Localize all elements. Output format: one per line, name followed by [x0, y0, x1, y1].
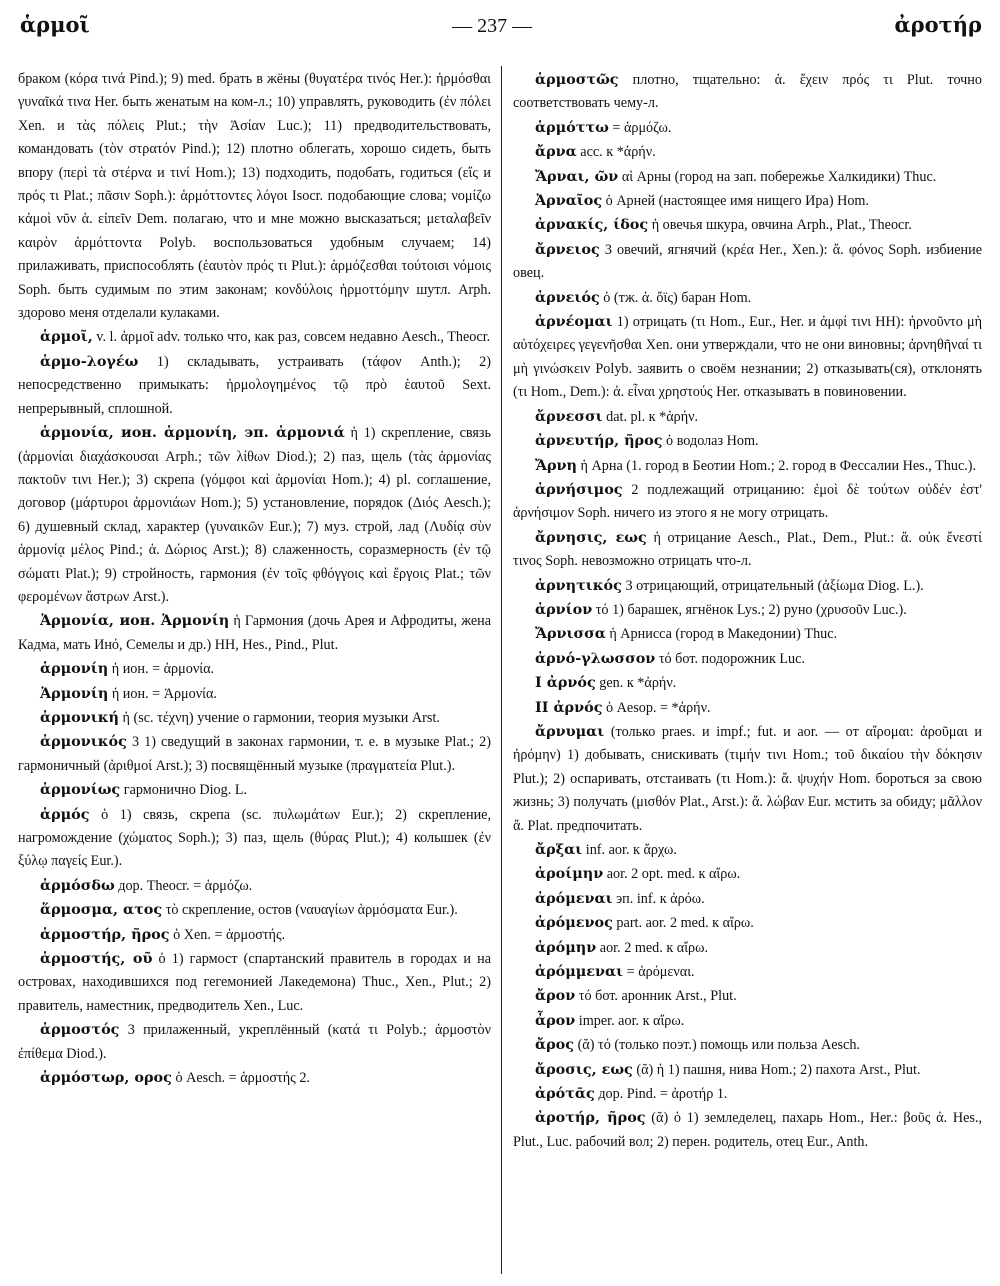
dictionary-entry [18, 682, 491, 706]
dictionary-entry [18, 947, 491, 1018]
entry-definition: браком (κόρα τινά Pind.); 9) med. брать в жёны (θυγατέρα τινός Her.): ἡρμόσθαι γυναῖκά τινα Her. быть женатым на ком-л.; 10) управлять, руководить (ἐν πόλει Xen. и τὰς πόλεις Plut.; τὴν Ἀσίαν Luc.); 11) предводительствовать, командовать (τὸν στρατόν Pind.); 12) плотно облегать, хорошо сидеть, быть впору (περὶ τὰ στέρνα и τινί Hom.); 13) подходить, подобать, годиться (εἴς и πρός τι Plat.; πᾶσιν Soph.): ἁρμόττοντες λόγοι Isocr. подобающие слова; νομίζω κἀμοὶ νῦν ἁ. εἰπεῖν Dem. полагаю, что и мне можно высказаться; μεταλαβεῖν καιρὸν ἁρμόττοντα Polyb. воспользоваться удобным случаем; 14) прилаживать, приспособлять (ἑαυτὸν πρός τι Plut.): ἁρμόζεσθαι τούτοισι νόμοις Soph. быть судимым по этим законам; κονδύλοις ἡρμοττόμην шутл. Arph. здорово меня отделали кулаками. [18, 71, 491, 322]
entry-definition: dat. pl. к *ἀρήν. [606, 408, 699, 425]
entry-definition: τό 1) барашек, ягнёнок Lys.; 2) руно (χρυσοῦν Luc.). [595, 601, 907, 618]
entry-headword: ἁρμο-λογέω [40, 352, 139, 370]
dictionary-entry [18, 706, 491, 730]
dictionary-entry [513, 671, 982, 695]
entry-headword: ἄρνα [535, 143, 577, 161]
dictionary-entry [18, 874, 491, 898]
dictionary-entry [513, 1082, 982, 1106]
dictionary-entry [513, 165, 982, 189]
entry-headword: Ἄρνη [535, 456, 577, 474]
entry-headword: ἁρμόστωρ, ορος [40, 1069, 172, 1087]
entry-headword: ἀρνευτήρ, ῆρος [535, 432, 663, 450]
entry-headword: ἀρόμενος [535, 914, 613, 932]
left-column [18, 68, 491, 1278]
dictionary-entry [18, 730, 491, 778]
entry-definition: τὸ скрепление, остов (ναυαγίων ἁρμόσματα Eur.). [165, 902, 458, 919]
dictionary-entry [18, 68, 491, 325]
entry-definition: 3 овечий, ягнячий (κρέα Her., Xen.): ἄ. φόνος Soph. избиение овец. [513, 241, 982, 282]
entry-headword: Ἁρμονίη [40, 684, 109, 702]
dictionary-entry [513, 478, 982, 526]
dictionary-entry [513, 286, 982, 310]
dictionary-entry [513, 429, 982, 453]
dictionary-entry [513, 862, 982, 886]
entry-definition: 3 1) сведущий в законах гармонии, т. е. в музыке Plat.; 2) гармоничный (ἀριθμοί Arst.); 3) посвящённый музыке (πραγματεία Plut.). [18, 734, 491, 774]
entry-definition: v. l. ἀρμοῖ adv. только что, как раз, совсем недавно Aesch., Theocr. [96, 329, 491, 346]
dictionary-entry [513, 238, 982, 286]
entry-headword: ἁρμοῖ, [40, 328, 93, 346]
dictionary-entry [513, 1009, 982, 1033]
dictionary-entry [18, 803, 491, 874]
dictionary-entry [513, 1106, 982, 1154]
entry-definition: ἡ ион. = ἁρμονία. [111, 661, 215, 678]
entry-definition: ἡ 1) скрепление, связь (ἁρμονίαι διαχάσκουσαι Arph.; τῶν λίθων Diod.); 2) паз, щель (τὰς ἁρμονίας πακτοῦν τινι Her.); 3) скрепа (γόμφοι καὶ ἁρμονίαι Hom.); 4) pl. соглашение, договор (μάρτυροι ἁρμονιάων Hom.); 5) установление, порядок (Διός Aesch.); 6) душевный склад, характер (γυναικῶν Eur.); 7) муз. строй, лад (Λυδίᾳ σὺν ἁρμονίᾳ μέλος Pind.; ἁ. Δώριος Arst.); 8) слаженность, соразмерность (ἐν τῷ σώματι Plat.); 9) стройность, гармония (ἐν τοῖς φθόγγοις καὶ ἔργοις Plat.; τῶν φερομένων ἄστρων Arst.). [18, 425, 491, 605]
entry-definition: гармонично Diog. L. [123, 782, 248, 799]
entry-headword: Ἄρνισσα [535, 625, 606, 643]
dictionary-entry [513, 598, 982, 622]
dictionary-entry [513, 140, 982, 164]
entry-definition: ἡ Арнисса (город в Македонии) Thuc. [609, 626, 838, 643]
page-header [20, 12, 982, 46]
entry-headword: ἁρμονίη [40, 660, 109, 678]
entry-headword: ἀρόμμεναι [535, 963, 624, 981]
entry-headword: ἄρον [535, 987, 576, 1005]
dictionary-entry [513, 68, 982, 116]
entry-headword: ἀρνήσιμος [535, 480, 623, 498]
entry-definition: ὁ Xen. = ἁρμοστής. [173, 926, 286, 943]
entry-definition: 3 отрицающий, отрицательный (ἀξίωμα Diog. L.). [625, 577, 924, 594]
entry-definition: αἱ Арны (город на зап. побережье Халкидики) Thuc. [621, 168, 937, 185]
dictionary-entry [18, 421, 491, 609]
dictionary-entry [18, 325, 491, 349]
entry-headword: ἀρνίον [535, 600, 593, 618]
dictionary-entry [513, 696, 982, 720]
dictionary-entry [513, 574, 982, 598]
dictionary-entry [513, 887, 982, 911]
entry-definition: (ᾰ) ἡ 1) пашня, нива Hom.; 2) пахота Arst., Plut. [636, 1061, 921, 1078]
entry-headword: ἁρμονίως [40, 781, 121, 799]
entry-definition: 2 подлежащий отрицанию: ἐμοὶ δὲ τούτων οὐδέν ἐστ' ἀρνήσιμον Soph. ничего из этого я не могу отрицать. [513, 481, 982, 522]
entry-headword: ἄρνυμαι [535, 722, 605, 740]
entry-definition: aor. 2 med. к αἴρω. [599, 939, 709, 956]
entry-headword: ἄρνειος [535, 240, 600, 258]
entry-headword: ἁρμονικός [40, 733, 127, 751]
entry-definition: ἡ овечья шкура, овчина Arph., Plat., Theocr. [651, 217, 912, 234]
dictionary-entry [513, 984, 982, 1008]
entry-headword: ἁρμονική [40, 708, 119, 726]
entry-definition: ὁ водолаз Hom. [666, 433, 759, 450]
dictionary-entry [18, 350, 491, 421]
header-left-word: ἁρμοῖ [20, 12, 90, 37]
entry-definition: 3 прилаженный, укреплённый (κατά τι Polyb.; ἁρμοστὸν ἐπίθεμα Diod.). [18, 1022, 491, 1062]
entry-definition: ὁ Aesop. = *ἀρήν. [606, 699, 711, 716]
dictionary-entry [513, 189, 982, 213]
entry-headword: ἁρμονία, ион. ἁρμονίη, эп. ἁρμονιά [40, 424, 345, 442]
entry-definition: ὁ 1) гармост (спартанский правитель в городах и на островах, находившихся под гегемонией Лакедемона) Thuc., Xen., Plut.; 2) правитель, наместник, предводитель Xen., Luc. [18, 951, 491, 1014]
entry-definition: ὁ (тж. ἀ. ὄϊς) баран Hom. [603, 289, 752, 306]
entry-headword: ἁρμόττω [535, 118, 609, 136]
entry-headword: ἁρμοστής, οῦ [40, 950, 153, 968]
page-number: — 237 — [452, 15, 533, 37]
entry-headword: I ἀρνός [535, 674, 596, 692]
entry-definition: imper. aor. к αἴρω. [578, 1012, 685, 1029]
entry-definition: = ἁρμόζω. [612, 119, 672, 136]
entry-definition: = ἀρόμεναι. [626, 964, 695, 981]
entry-definition: gen. к *ἀρήν. [599, 675, 677, 692]
header-right-word: ἀροτήρ [894, 12, 982, 37]
entry-headword: ἀροίμην [535, 865, 604, 883]
dictionary-entry [513, 936, 982, 960]
entry-definition: ὁ Арней (настоящее имя нищего Ира) Hom. [605, 193, 870, 210]
entry-definition: aor. 2 opt. med. к αἴρω. [606, 866, 741, 883]
entry-headword: ἄρνεσσι [535, 407, 603, 425]
dictionary-entry [513, 213, 982, 237]
dictionary-entry [18, 1066, 491, 1090]
dictionary-entry [513, 1058, 982, 1082]
entry-definition: 1) отрицать (τι Hom., Eur., Her. и ἀμφί τινι HH): ἠρνοῦντο μὴ αὐτόχειρες γεγενῆσθαι Xen. они утверждали, что не они виновны; ἀρνηθῆναί τι μὴ γινώσκειν Polyb. заявить о своём незнании; 2) отказывать(ся), отклонять (τι Hom., Dem.): ἀ. εἶναι χρηστούς Her. отказывать в повиновении. [513, 314, 982, 401]
dictionary-entry [18, 1018, 491, 1066]
entry-headword: ἀρόμην [535, 938, 597, 956]
dictionary-entry [513, 310, 982, 405]
entry-headword: ἄρνησις, εως [535, 528, 647, 546]
entry-definition: ὁ Aesch. = ἁρμοστής 2. [175, 1070, 310, 1087]
entry-definition: (ᾰ) ὁ 1) земледелец, пахарь Hom., Her.: βοῦς ἀ. Hes., Plut., Luc. рабочий вол; 2) перен. родитель, отец Eur., Anth. [513, 1110, 982, 1150]
entry-definition: ἡ Арна (1. город в Беотии Hom.; 2. город в Фессалии Hes., Thuc.). [580, 457, 977, 474]
dictionary-entry [513, 622, 982, 646]
entry-headword: ἄρξαι [535, 841, 583, 858]
entry-definition: ἡ отрицание Aesch., Plat., Dem., Plut.: ἄ. οὐκ ἔνεστί τινος Soph. невозможно отрицать что-л. [513, 529, 982, 570]
dictionary-entry [18, 778, 491, 802]
entry-headword: Ἄρναι, ῶν [535, 167, 619, 185]
dictionary-entry [513, 838, 982, 862]
entry-headword: II ἀρνός [535, 698, 603, 716]
entry-headword: ἁρμοστῶς [535, 71, 619, 88]
entry-definition: part. aor. 2 med. к αἴρω. [616, 915, 754, 932]
dictionary-entry [513, 116, 982, 140]
entry-headword: ἀρνέομαι [535, 313, 613, 331]
entry-definition: (ᾰ) τό (только поэт.) помощь или польза Aesch. [577, 1037, 860, 1054]
entry-definition: ἡ Гармония (дочь Арея и Афродиты, жена Кадма, мать Инό, Семелы и др.) HH, Hes., Pind., Plut. [18, 613, 491, 653]
dictionary-entry [513, 454, 982, 478]
entry-definition: эп. inf. к ἀρόω. [616, 890, 705, 907]
entry-headword: ἀρνητικός [535, 576, 622, 594]
entry-definition: ἡ (sc. τέχνη) учение о гармонии, теория музыки Arst. [122, 709, 440, 726]
entry-definition: дор. Pind. = ἀροτήρ 1. [598, 1086, 728, 1103]
dictionary-entry [513, 647, 982, 671]
entry-definition: (только praes. и impf.; fut. и aor. — от αἴρομαι: ἀροῦμαι и ἠρόμην) 1) добывать, снискивать (τιμήν τινι Hom.; τοῦ δικαίου τὴν δόκησιν Plut.); 2) оспаривать, отстаивать (τι Hom.): ἄ. ψυχήν Hom. бороться за свою жизнь; 3) получать (μισθόν Plat., Arst.): ἄ. λώβαν Eur. мстить за обиду; μᾶλλον ἄ. Plat. предпочитать. [513, 723, 982, 834]
entry-headword: ἁρμός [40, 805, 90, 823]
dictionary-entry [18, 609, 491, 657]
entry-headword: ἀρνακίς, ίδος [535, 216, 649, 234]
dictionary-entry [513, 405, 982, 429]
right-column [513, 68, 982, 1278]
entry-headword: ἅρμοσμα, ατος [40, 901, 163, 919]
entry-headword: ἆρον [535, 1011, 576, 1029]
entry-definition: дор. Theocr. = ἁρμόζω. [118, 877, 253, 894]
entry-definition: acc. к *ἀρήν. [580, 144, 656, 161]
entry-headword: Ἀρναῖος [535, 192, 603, 210]
entry-definition: inf. aor. к ἄρχω. [585, 842, 677, 858]
entry-definition: ὁ 1) связь, скрепа (sc. πυλωμάτων Eur.); 2) скрепление, нагромождение (χώματος Soph.); 3) паз, щель (θύρας Plut.); 4) колышек (ἐν ξύλῳ παγείς Eur.). [18, 806, 491, 870]
entry-headword: ἁρμόσδω [40, 876, 115, 894]
entry-definition: τό бот. подорожник Luc. [658, 650, 805, 667]
entry-definition: плотно, тщательно: ἁ. ἔχειν πρός τι Plut. точно соответствовать чему-л. [513, 72, 982, 112]
entry-headword: ἀρνειός [535, 288, 600, 306]
entry-definition: 1) складывать, устраивать (τάφον Anth.); 2) непосредственно примыкать: ἡρμολογημένος τῷ πρὸ ἑαυτοῦ Sext. непрерывный, сплошной. [18, 353, 491, 417]
entry-headword: ἀρότᾱς [535, 1085, 595, 1103]
column-divider [501, 66, 502, 1274]
entry-headword: ἀρνό-γλωσσον [535, 649, 656, 667]
entry-headword: ἁρμοστήρ, ῆρος [40, 925, 170, 943]
entry-headword: ἄροσις, εως [535, 1060, 633, 1078]
dictionary-entry [513, 720, 982, 838]
entry-headword: ἄρος [535, 1036, 575, 1054]
dictionary-entry [513, 911, 982, 935]
dictionary-entry [513, 960, 982, 984]
entry-headword: ἀρόμεναι [535, 889, 613, 907]
dictionary-entry [18, 657, 491, 681]
dictionary-entry [18, 898, 491, 922]
dictionary-entry [18, 923, 491, 947]
entry-headword: ἀροτήρ, ῆρος [535, 1109, 646, 1127]
entry-definition: ἡ ион. = Ἁρμονία. [111, 685, 217, 702]
dictionary-entry [513, 526, 982, 574]
entry-definition: τό бот. аронник Arst., Plut. [578, 988, 737, 1005]
entry-headword: Ἁρμονία, ион. Ἁρμονίη [40, 612, 230, 630]
entry-headword: ἁρμοστός [40, 1021, 120, 1039]
dictionary-entry [513, 1033, 982, 1057]
